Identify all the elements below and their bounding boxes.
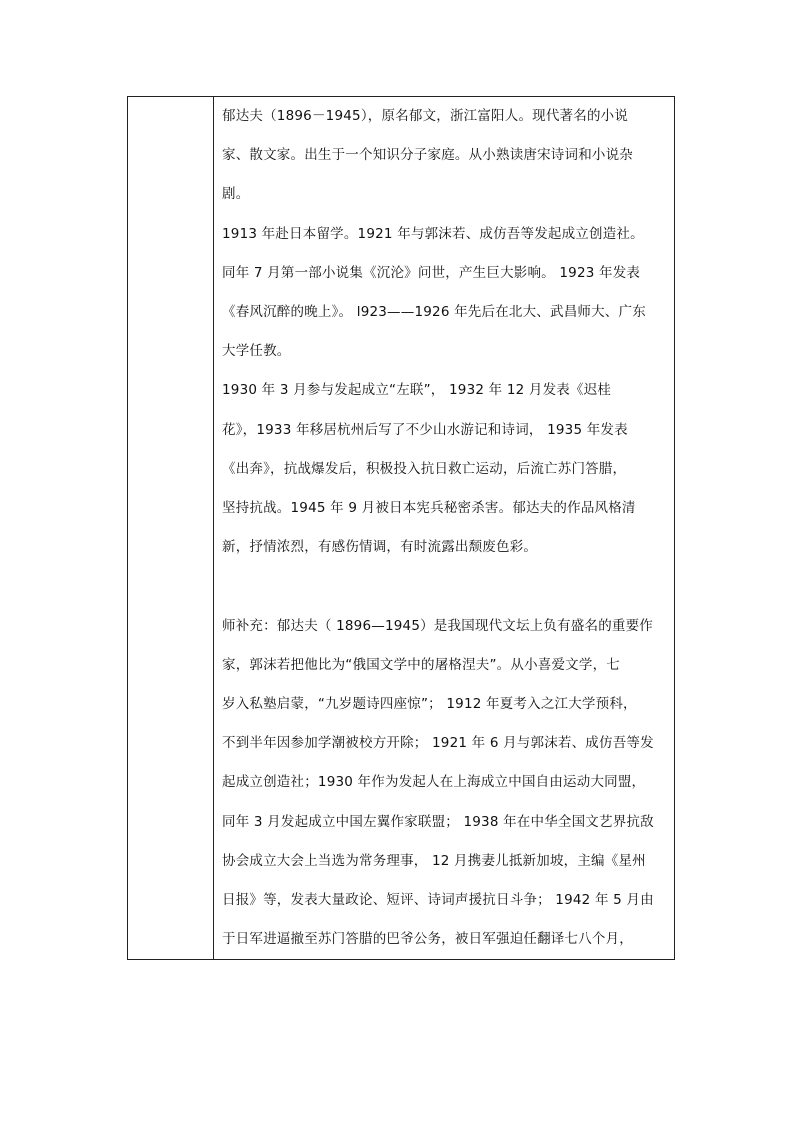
content-table (127, 96, 675, 960)
intro-paragraph-2 (222, 215, 665, 372)
intro-paragraph-3 (222, 371, 665, 567)
empty-label-cell (128, 97, 214, 960)
text-line: 坚持抗战。1945 年 9 月被日本宪兵秘密杀害。郁达夫的作品风格清 (222, 500, 636, 517)
text-line: 新，抒情浓烈，有感伤情调，有时流露出颓废色彩。 (222, 539, 538, 556)
table-row (128, 97, 675, 960)
text-line: 1930 年 3 月参与发起成立“左联”， 1932 年 12 月发表《迟桂 (222, 382, 612, 399)
text-line: 师补充：郁达夫（ 1896—1945）是我国现代文坛上负有盛名的重要作 (222, 617, 654, 634)
text-line: 岁入私塾启蒙，“九岁题诗四座惊”； 1912 年夏考入之江大学预科， (222, 696, 637, 713)
text-line: 同年 3 月发起成立中国左翼作家联盟； 1938 年在中华全国文艺界抗敌 (222, 813, 654, 830)
text-line: 不到半年因参加学潮被校方开除； 1921 年 6 月与郭沫若、成仿吾等发 (222, 735, 654, 752)
text-line: 花》，1933 年移居杭州后写了不少山水游记和诗词， 1935 年发表 (222, 421, 628, 438)
text-line: 郁达夫（1896－1945），原名郁文，浙江富阳人。现代著名的小说 (222, 108, 629, 124)
text-line: 大学任教。 (222, 343, 291, 360)
text-line: 《出奔》，抗战爆发后，积极投入抗日救亡运动，后流亡苏门答腊， (222, 460, 627, 477)
text-line: 剧。 (222, 186, 250, 203)
text-line: 日报》等，发表大量政论、短评、诗词声援抗日斗争； 1942 年 5 月由 (222, 892, 654, 909)
supplement-paragraph (222, 607, 665, 960)
paragraph-spacer (222, 567, 665, 606)
text-line: 《春风沉醉的晚上》。 l923——1926 年先后在北大、武昌师大、广东 (222, 304, 646, 321)
intro-paragraph-1 (222, 97, 665, 215)
text-line: 家、散文家。出生于一个知识分子家庭。从小熟读唐宋诗词和小说杂 (222, 147, 633, 164)
text-line: 家，郭沫若把他比为“俄国文学中的屠格涅夫”。从小喜爱文学，七 (222, 656, 620, 673)
text-line: 起成立创造社；1930 年作为发起人在上海成立中国自由运动大同盟， (222, 774, 646, 791)
text-line: 同年 7 月第一部小说集《沉沦》问世，产生巨大影响。 1923 年发表 (222, 264, 641, 281)
text-line: 协会成立大会上当选为常务理事， 12 月携妻儿抵新加坡，主编《星州 (222, 852, 646, 869)
text-line: 1913 年赴日本留学。1921 年与郭沫若、成仿吾等发起成立创造社。 (222, 225, 644, 242)
text-cell (214, 97, 675, 960)
text-line: 于日军进逼撤至苏门答腊的巴爷公务，被日军强迫任翻译七八个月， (222, 931, 633, 948)
biography-content (214, 97, 674, 959)
